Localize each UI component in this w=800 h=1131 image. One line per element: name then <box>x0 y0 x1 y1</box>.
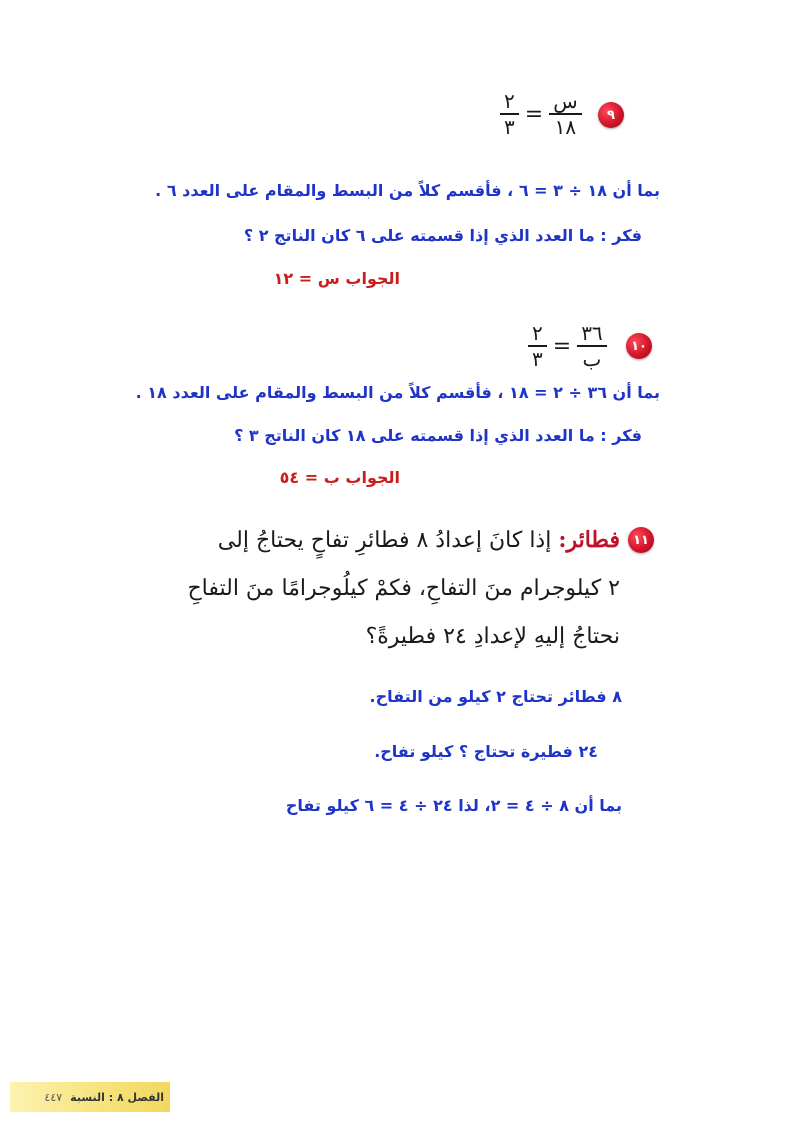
problem-10-step-2: فكر : ما العدد الذي إذا قسمته على ١٨ كان الناتج ٣ ؟ <box>234 426 642 445</box>
chapter-label: الفصل ٨ : النسبة <box>70 1090 164 1104</box>
problem-9-answer: الجواب س = ١٢ <box>273 269 400 288</box>
problem-11-number-badge: ١١ <box>628 527 654 553</box>
problem-9-step-1: بما أن ١٨ ÷ ٣ = ٦ ، فأقسم كلاً من البسط والمقام على العدد ٦ . <box>155 181 660 200</box>
problem-10-number-badge: ١٠ <box>626 333 652 359</box>
problem-10-answer: الجواب ب = ٥٤ <box>279 468 400 487</box>
solution-line-3: بما أن ٨ ÷ ٤ = ٢، لذا ٢٤ ÷ ٤ = ٦ كيلو تفاح <box>285 796 622 815</box>
problem-9-number-badge: ٩ <box>598 102 624 128</box>
problem-9-step-2: فكر : ما العدد الذي إذا قسمته على ٦ كان الناتج ٢ ؟ <box>243 226 642 245</box>
problem-10-step-1: بما أن ٣٦ ÷ ٢ = ١٨ ، فأقسم كلاً من البسط والمقام على العدد ١٨ . <box>135 383 660 402</box>
problem-11-question <box>180 516 620 661</box>
fraction-left: $\frac{٣٦}{\text{ب}}$ <box>577 322 606 370</box>
solution-line-2: ٢٤ فطيرة تحتاج ؟ كيلو تفاح. <box>374 742 598 761</box>
fraction-right: $\frac{٢}{٣}$ <box>528 322 547 370</box>
solution-line-1: ٨ فطائر تحتاج ٢ كيلو من التفاح. <box>369 687 622 706</box>
fraction-right: $\frac{٢}{٣}$ <box>500 90 519 138</box>
question-line-1: إذا كانَ إعدادُ ٨ فطائرِ تفاحٍ يحتاجُ إلى <box>217 528 552 553</box>
fraction-left: $\frac{\text{س}}{١٨}$ <box>549 90 581 138</box>
page-footer <box>10 1082 170 1112</box>
question-line-2: ٢ كيلوجرام منَ التفاحِ، فكمْ كيلُوجرامًا منَ التفاحِ <box>187 576 620 601</box>
question-line-3: نحتاجُ إليهِ لإعدادِ ٢٤ فطيرةً؟ <box>365 624 620 649</box>
problem-9-equation: $\frac{٢}{٣}$ = $\frac{\text{س}}{١٨}$ <box>500 90 582 138</box>
page-number: ٤٤٧ <box>44 1090 63 1104</box>
problem-10-equation: $\frac{٢}{٣}$ = $\frac{٣٦}{\text{ب}}$ <box>528 322 607 370</box>
problem-11-label: فطائر: <box>558 527 620 553</box>
